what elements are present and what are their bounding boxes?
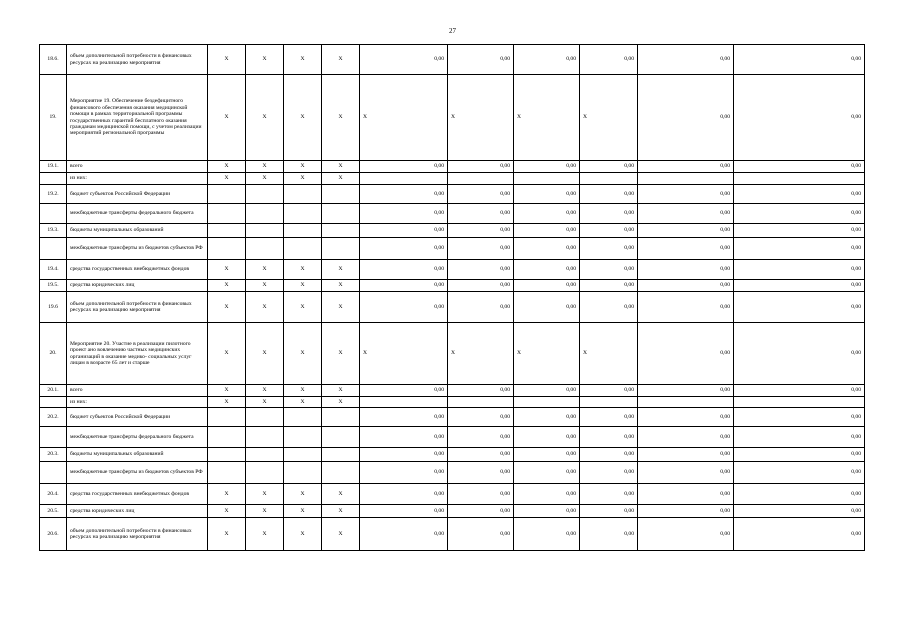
value-cell: 0,00 [514,161,580,173]
value-cell [580,397,638,408]
value-cell: 0,00 [360,292,448,323]
value-cell: Х [580,323,638,385]
x-mark-cell: Х [246,397,284,408]
x-mark-cell [284,224,322,238]
x-mark-cell: Х [208,292,246,323]
value-cell: Х [514,75,580,161]
value-cell [448,397,514,408]
value-cell: 0,00 [580,260,638,280]
value-cell: 0,00 [514,238,580,260]
value-cell: 0,00 [734,505,865,518]
value-cell: 0,00 [360,385,448,397]
value-cell: 0,00 [638,408,734,427]
x-mark-cell: Х [208,75,246,161]
row-number: 18.6. [40,45,67,75]
row-name: объем дополнительной потребности в финансовых ресурсах на реализацию мероприятия [67,45,208,75]
value-cell: 0,00 [360,260,448,280]
row-number [40,238,67,260]
x-mark-cell [246,448,284,462]
x-mark-cell [322,448,360,462]
value-cell: 0,00 [514,385,580,397]
value-cell: 0,00 [360,204,448,224]
x-mark-cell: Х [284,518,322,551]
value-cell: 0,00 [448,45,514,75]
value-cell: 0,00 [360,45,448,75]
row-name: из них: [67,397,208,408]
x-mark-cell: Х [322,292,360,323]
x-mark-cell: Х [284,260,322,280]
x-mark-cell: Х [208,518,246,551]
row-name: объем дополнительной потребности в финансовых ресурсах на реализацию мероприятия [67,518,208,551]
table-row [40,161,865,173]
row-name: средства государственных внебюджетных фондов [67,260,208,280]
x-mark-cell [322,204,360,224]
value-cell: 0,00 [448,505,514,518]
table-row [40,484,865,505]
table-row [40,260,865,280]
value-cell: 0,00 [580,238,638,260]
value-cell: 0,00 [638,161,734,173]
table-row [40,323,865,385]
value-cell: 0,00 [514,185,580,204]
value-cell: 0,00 [580,462,638,484]
row-number: 19.3. [40,224,67,238]
row-name: межбюджетные трансферты из бюджетов субъектов РФ [67,238,208,260]
row-name: средства юридических лиц [67,505,208,518]
x-mark-cell [246,427,284,448]
x-mark-cell [322,427,360,448]
value-cell: 0,00 [638,292,734,323]
table-row [40,224,865,238]
value-cell: 0,00 [734,45,865,75]
value-cell: 0,00 [514,260,580,280]
value-cell: 0,00 [638,238,734,260]
table-row [40,505,865,518]
row-name: средства государственных внебюджетных фондов [67,484,208,505]
row-number: 20.4. [40,484,67,505]
value-cell: 0,00 [514,484,580,505]
value-cell [360,173,448,185]
value-cell [734,397,865,408]
value-cell [734,173,865,185]
value-cell: 0,00 [580,185,638,204]
value-cell [514,397,580,408]
row-number [40,427,67,448]
value-cell: 0,00 [580,385,638,397]
value-cell: 0,00 [580,427,638,448]
value-cell: 0,00 [448,161,514,173]
value-cell: 0,00 [734,161,865,173]
x-mark-cell: Х [246,173,284,185]
table-row [40,397,865,408]
value-cell: 0,00 [734,427,865,448]
value-cell: 0,00 [638,260,734,280]
value-cell: 0,00 [734,408,865,427]
value-cell: Х [448,75,514,161]
x-mark-cell [322,462,360,484]
value-cell: 0,00 [360,518,448,551]
value-cell: 0,00 [734,75,865,161]
row-name: Мероприятие 19. Обеспечение бездефицитного финансового обеспечения оказания медицинской помощи в рамках территориальной программы государственных гарантий бесплатного оказания гражданам медицинской помощи, с учетом реализации мероприятий региональной программы [67,75,208,161]
value-cell: 0,00 [638,385,734,397]
value-cell: Х [514,323,580,385]
value-cell: 0,00 [448,484,514,505]
x-mark-cell [208,185,246,204]
value-cell: 0,00 [448,518,514,551]
x-mark-cell: Х [246,45,284,75]
x-mark-cell: Х [208,173,246,185]
value-cell: 0,00 [734,448,865,462]
x-mark-cell [246,185,284,204]
row-number [40,204,67,224]
x-mark-cell: Х [322,45,360,75]
value-cell: 0,00 [360,484,448,505]
value-cell: 0,00 [638,518,734,551]
value-cell: 0,00 [360,505,448,518]
value-cell: 0,00 [734,323,865,385]
x-mark-cell [284,427,322,448]
value-cell: 0,00 [448,448,514,462]
x-mark-cell: Х [322,484,360,505]
value-cell: 0,00 [360,280,448,292]
table-row [40,173,865,185]
value-cell: 0,00 [580,280,638,292]
row-name: бюджеты муниципальных образований [67,224,208,238]
table-row [40,462,865,484]
value-cell: 0,00 [360,238,448,260]
value-cell: 0,00 [360,462,448,484]
value-cell: 0,00 [514,518,580,551]
x-mark-cell: Х [208,385,246,397]
x-mark-cell: Х [208,505,246,518]
row-number [40,462,67,484]
table-row [40,238,865,260]
value-cell: 0,00 [638,204,734,224]
value-cell: 0,00 [734,292,865,323]
value-cell: 0,00 [734,260,865,280]
value-cell: 0,00 [580,505,638,518]
x-mark-cell: Х [284,75,322,161]
row-name: объем дополнительной потребности в финансовых ресурсах на реализацию мероприятия [67,292,208,323]
x-mark-cell [208,462,246,484]
value-cell: 0,00 [638,462,734,484]
x-mark-cell [208,408,246,427]
value-cell: 0,00 [514,204,580,224]
x-mark-cell [246,204,284,224]
value-cell: 0,00 [448,224,514,238]
x-mark-cell: Х [284,385,322,397]
value-cell: 0,00 [514,292,580,323]
value-cell: 0,00 [514,280,580,292]
value-cell: 0,00 [360,161,448,173]
x-mark-cell: Х [246,280,284,292]
x-mark-cell: Х [284,161,322,173]
x-mark-cell: Х [246,323,284,385]
row-number: 19.1. [40,161,67,173]
x-mark-cell [322,224,360,238]
value-cell: 0,00 [514,408,580,427]
value-cell: 0,00 [734,518,865,551]
x-mark-cell [322,238,360,260]
x-mark-cell [322,408,360,427]
x-mark-cell: Х [322,280,360,292]
value-cell: 0,00 [448,185,514,204]
value-cell: 0,00 [638,224,734,238]
value-cell [580,173,638,185]
value-cell: 0,00 [360,185,448,204]
x-mark-cell: Х [322,385,360,397]
x-mark-cell [284,204,322,224]
x-mark-cell [246,238,284,260]
value-cell: 0,00 [734,224,865,238]
x-mark-cell: Х [208,484,246,505]
value-cell: 0,00 [638,427,734,448]
x-mark-cell [284,448,322,462]
row-name: бюджет субъектов Российской Федерации [67,408,208,427]
x-mark-cell [284,185,322,204]
table-row [40,45,865,75]
row-number: 20. [40,323,67,385]
row-number: 20.2. [40,408,67,427]
x-mark-cell [284,238,322,260]
x-mark-cell: Х [284,323,322,385]
value-cell: 0,00 [734,462,865,484]
x-mark-cell [322,185,360,204]
value-cell: 0,00 [734,484,865,505]
value-cell: 0,00 [580,518,638,551]
value-cell: Х [580,75,638,161]
table-row [40,427,865,448]
value-cell: Х [360,75,448,161]
value-cell: 0,00 [448,292,514,323]
page-number: 27 [449,27,456,35]
value-cell: 0,00 [580,292,638,323]
row-number: 20.3. [40,448,67,462]
value-cell: 0,00 [448,462,514,484]
value-cell: 0,00 [580,204,638,224]
x-mark-cell: Х [284,397,322,408]
table-row [40,408,865,427]
x-mark-cell: Х [284,292,322,323]
x-mark-cell: Х [322,518,360,551]
row-name: межбюджетные трансферты федерального бюджета [67,427,208,448]
value-cell: 0,00 [734,385,865,397]
x-mark-cell: Х [322,505,360,518]
table-row [40,292,865,323]
value-cell: 0,00 [360,427,448,448]
value-cell: 0,00 [514,427,580,448]
value-cell: 0,00 [734,280,865,292]
row-name: из них: [67,173,208,185]
row-number [40,173,67,185]
value-cell [638,397,734,408]
value-cell: 0,00 [580,161,638,173]
table-row [40,204,865,224]
value-cell: 0,00 [360,224,448,238]
x-mark-cell: Х [246,385,284,397]
x-mark-cell: Х [208,323,246,385]
value-cell: 0,00 [360,448,448,462]
x-mark-cell: Х [322,397,360,408]
value-cell: 0,00 [514,224,580,238]
value-cell: 0,00 [734,204,865,224]
value-cell: 0,00 [638,75,734,161]
value-cell: 0,00 [448,408,514,427]
table-row [40,185,865,204]
row-name: Мероприятие 20. Участие в реализации пилотного проект ано вовлечению частных медицинских организаций в оказание медико- социальных услуг лицам в возрасте 65 лет и старше [67,323,208,385]
value-cell [360,397,448,408]
x-mark-cell: Х [246,505,284,518]
row-name: средства юридических лиц [67,280,208,292]
budget-table [39,44,865,551]
x-mark-cell: Х [208,397,246,408]
value-cell: 0,00 [448,280,514,292]
x-mark-cell: Х [208,45,246,75]
value-cell: 0,00 [638,280,734,292]
x-mark-cell: Х [208,260,246,280]
x-mark-cell [208,224,246,238]
row-number: 19.6 [40,292,67,323]
row-name: межбюджетные трансферты из бюджетов субъектов РФ [67,462,208,484]
row-name: межбюджетные трансферты федерального бюджета [67,204,208,224]
x-mark-cell [284,462,322,484]
value-cell: 0,00 [580,45,638,75]
value-cell: 0,00 [448,260,514,280]
value-cell: 0,00 [580,408,638,427]
table-row [40,385,865,397]
value-cell: 0,00 [514,462,580,484]
x-mark-cell: Х [208,161,246,173]
row-number: 19. [40,75,67,161]
x-mark-cell [284,408,322,427]
value-cell: 0,00 [448,238,514,260]
row-number: 19.5. [40,280,67,292]
row-number: 19.2. [40,185,67,204]
table-row [40,448,865,462]
value-cell: 0,00 [638,185,734,204]
value-cell: 0,00 [580,448,638,462]
value-cell: Х [448,323,514,385]
x-mark-cell: Х [246,75,284,161]
value-cell: 0,00 [580,484,638,505]
x-mark-cell [208,238,246,260]
x-mark-cell: Х [246,484,284,505]
value-cell [638,173,734,185]
x-mark-cell [208,427,246,448]
row-name: бюджет субъектов Российской Федерации [67,185,208,204]
x-mark-cell: Х [284,505,322,518]
value-cell: 0,00 [638,484,734,505]
value-cell: 0,00 [514,448,580,462]
x-mark-cell: Х [322,323,360,385]
value-cell: 0,00 [580,224,638,238]
x-mark-cell: Х [284,45,322,75]
row-number: 19.4. [40,260,67,280]
x-mark-cell: Х [322,173,360,185]
table-row [40,75,865,161]
x-mark-cell: Х [284,173,322,185]
x-mark-cell [246,462,284,484]
value-cell [448,173,514,185]
value-cell: 0,00 [360,408,448,427]
x-mark-cell: Х [246,260,284,280]
row-number [40,397,67,408]
value-cell: 0,00 [638,505,734,518]
x-mark-cell [208,204,246,224]
value-cell: 0,00 [514,505,580,518]
x-mark-cell: Х [322,75,360,161]
value-cell: 0,00 [448,204,514,224]
table-row [40,518,865,551]
row-name: всего [67,161,208,173]
x-mark-cell: Х [322,161,360,173]
x-mark-cell [246,408,284,427]
x-mark-cell: Х [246,292,284,323]
value-cell: 0,00 [734,185,865,204]
x-mark-cell [246,224,284,238]
value-cell: 0,00 [448,427,514,448]
x-mark-cell: Х [208,280,246,292]
row-number: 20.5. [40,505,67,518]
value-cell: 0,00 [514,45,580,75]
value-cell [514,173,580,185]
x-mark-cell [208,448,246,462]
value-cell: 0,00 [638,45,734,75]
table-row [40,280,865,292]
value-cell: Х [360,323,448,385]
x-mark-cell: Х [284,484,322,505]
row-number: 20.1. [40,385,67,397]
value-cell: 0,00 [638,448,734,462]
x-mark-cell: Х [322,260,360,280]
row-name: всего [67,385,208,397]
x-mark-cell: Х [246,518,284,551]
row-name: бюджеты муниципальных образований [67,448,208,462]
row-number: 20.6. [40,518,67,551]
value-cell: 0,00 [638,323,734,385]
value-cell: 0,00 [448,385,514,397]
value-cell: 0,00 [734,238,865,260]
x-mark-cell: Х [284,280,322,292]
x-mark-cell: Х [246,161,284,173]
